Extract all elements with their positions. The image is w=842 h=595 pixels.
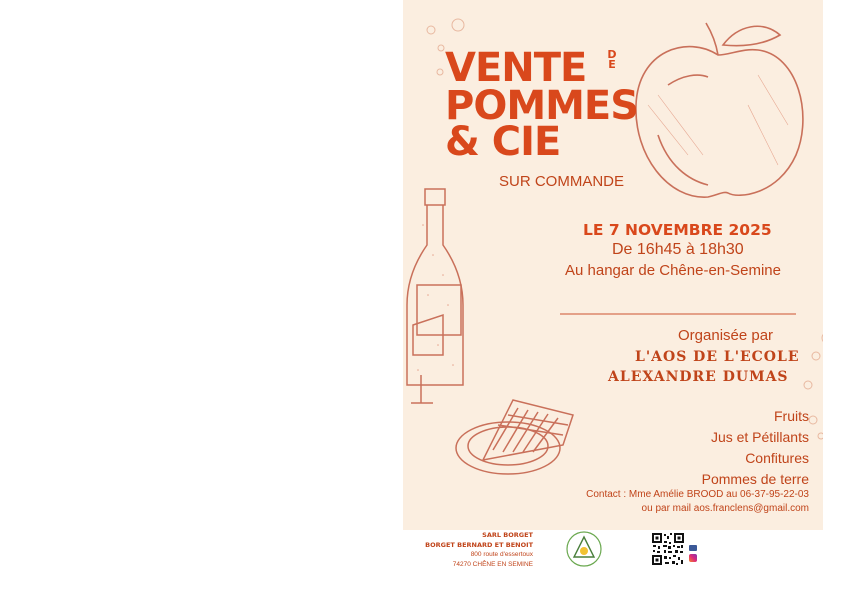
event-place: Au hangar de Chêne-en-Semine bbox=[565, 262, 781, 279]
pie-illustration bbox=[453, 390, 583, 480]
title-pommes: POMMES bbox=[445, 83, 639, 129]
qr-code[interactable] bbox=[651, 532, 685, 566]
organizer-intro: Organisée par bbox=[678, 327, 774, 344]
contact-line1: Contact : Mme Amélie BROOD au 06-37-95-22-03 bbox=[586, 489, 809, 500]
title-vente: VENTE bbox=[445, 45, 587, 91]
footer bbox=[403, 530, 823, 568]
bottle-illustration bbox=[403, 185, 473, 410]
sponsor-name: SARL BORGET bbox=[482, 531, 533, 539]
instagram-icon[interactable] bbox=[689, 554, 697, 562]
product-item: Jus et Pétillants bbox=[710, 429, 809, 445]
poster bbox=[403, 0, 823, 530]
sponsor-owners: BORGET BERNARD ET BENOIT bbox=[425, 541, 533, 549]
divider bbox=[560, 313, 796, 315]
sponsor-city: 74270 CHÊNE EN SEMINE bbox=[452, 561, 533, 568]
product-item: Pommes de terre bbox=[701, 471, 809, 487]
organizer-line1: L'AOS DE L'ECOLE bbox=[635, 349, 800, 365]
contact-line2: ou par mail aos.franclens@gmail.com bbox=[641, 503, 809, 514]
title-cie: & CIE bbox=[445, 119, 561, 165]
sponsor-street: 800 route d'essertoux bbox=[470, 551, 533, 558]
title-de: DE bbox=[607, 48, 617, 71]
apple-illustration bbox=[628, 15, 818, 205]
subtitle: SUR COMMANDE bbox=[499, 173, 625, 190]
product-item: Confitures bbox=[745, 450, 809, 466]
event-time: De 16h45 à 18h30 bbox=[612, 241, 744, 258]
organizer-line2: ALEXANDRE DUMAS bbox=[608, 369, 789, 385]
facebook-icon[interactable] bbox=[689, 545, 697, 551]
event-date: LE 7 NOVEMBRE 2025 bbox=[583, 221, 772, 239]
school-logo bbox=[565, 530, 603, 568]
product-item: Fruits bbox=[774, 408, 809, 424]
